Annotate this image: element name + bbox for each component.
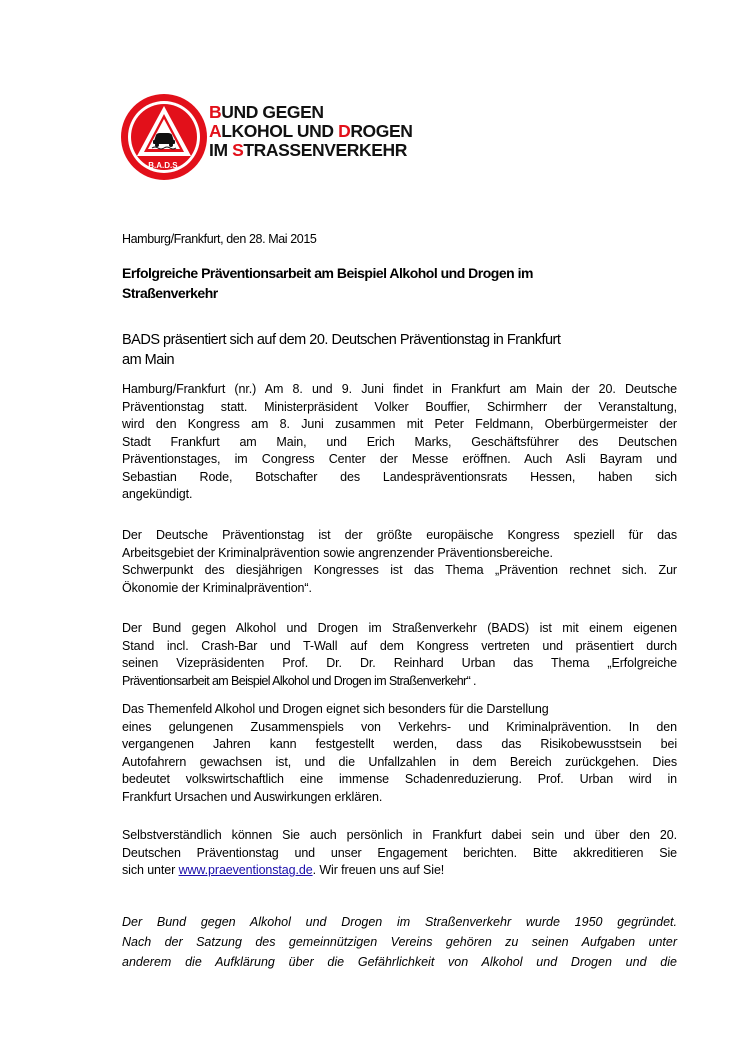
subheadline: BADS präsentiert sich auf dem 20. Deutschen Präventionstag in Frankfurt am Main [122, 332, 561, 368]
date-line: Hamburg/Frankfurt, den 28. Mai 2015 [122, 232, 317, 246]
bads-logo-icon [119, 92, 209, 182]
paragraph-intro: Hamburg/Frankfurt (nr.) Am 8. und 9. Juni findet in Frankfurt am Main der 20. Deutsche Präventionstag statt. Ministerpräsident Volker Bouffier, Schirmherr der Veranstaltung, wird den Kongress am 8. Juni zusammen mit Peter Feldmann, Oberbürgermeister der Stadt Frankfurt am Main, und Erich Marks, Geschäftsführer des Deutschen Präventionstages, im Congress Center der Messe eröffnen. Auch Asli Bayram und Sebastian Rode, Botschafter des Landespräventionsrats Hessen, haben sich angekündigt. [122, 382, 677, 501]
paragraph-praeventionstag: Der Deutsche Präventionstag ist der größte europäische Kongress speziell für das Arbeitsgebiet der Kriminalprävention sowie angrenzender Präventionsbereiche. Schwerpunkt des diesjährigen Kongresses ist das Thema „Prävention rechnet sich. Zur Ökonomie der Kriminalprävention“. [122, 528, 677, 595]
boilerplate-text: Der Bund gegen Alkohol und Drogen im Straßenverkehr wurde 1950 gegründet. Nach der Satzung des gemeinnützigen Vereins gehören zu seinen Aufgaben unter anderem die Aufklärung über die Gefährlichkeit von Alkohol und Drogen und die [122, 915, 677, 969]
paragraph-themenfeld: Das Themenfeld Alkohol und Drogen eignet sich besonders für die Darstellung eines gelungenen Zusammenspiels von Verkehrs- und Kriminalprävention. In den vergangenen Jahren kann festgestellt werden, dass das Risikobewusstsein bei Autofahrern gewachsen ist, und die Unfallzahlen in dem Bereich zurückgehen. Dies bedeutet volkswirtschaftlich eine immense Schadenreduzierung. Prof. Urban wird in Frankfurt Ursachen und Auswirkungen erklären. [122, 702, 677, 804]
headline: Erfolgreiche Präventionsarbeit am Beispiel Alkohol und Drogen im Straßenverkehr [122, 265, 533, 301]
paragraph-bads-stand: Der Bund gegen Alkohol und Drogen im Straßenverkehr (BADS) ist mit einem eigenen Stand incl. Crash-Bar und T-Wall auf dem Kongress vertreten und präsentiert durch seinen Vizepräsidenten Prof. Dr. Dr. Reinhard Urban das Thema „Erfolgreiche Präventionsarbeit am Beispiel Alkohol und Drogen im Straßenverkehr“ . [122, 621, 677, 688]
logo-text: B.A.D.S. [148, 161, 180, 170]
organization-name: BUND GEGEN ALKOHOL UND DROGEN IM STRASSENVERKEHR [209, 102, 413, 160]
praeventionstag-link[interactable]: www.praeventionstag.de [178, 863, 313, 877]
paragraph-invitation: Selbstverständlich können Sie auch persönlich in Frankfurt dabei sein und über den 20. Deutschen Präventionstag und unser Engagement berichten. Bitte akkreditieren Sie sich unter www.praeventionstag.de. Wir freuen uns auf Sie! [122, 828, 677, 877]
